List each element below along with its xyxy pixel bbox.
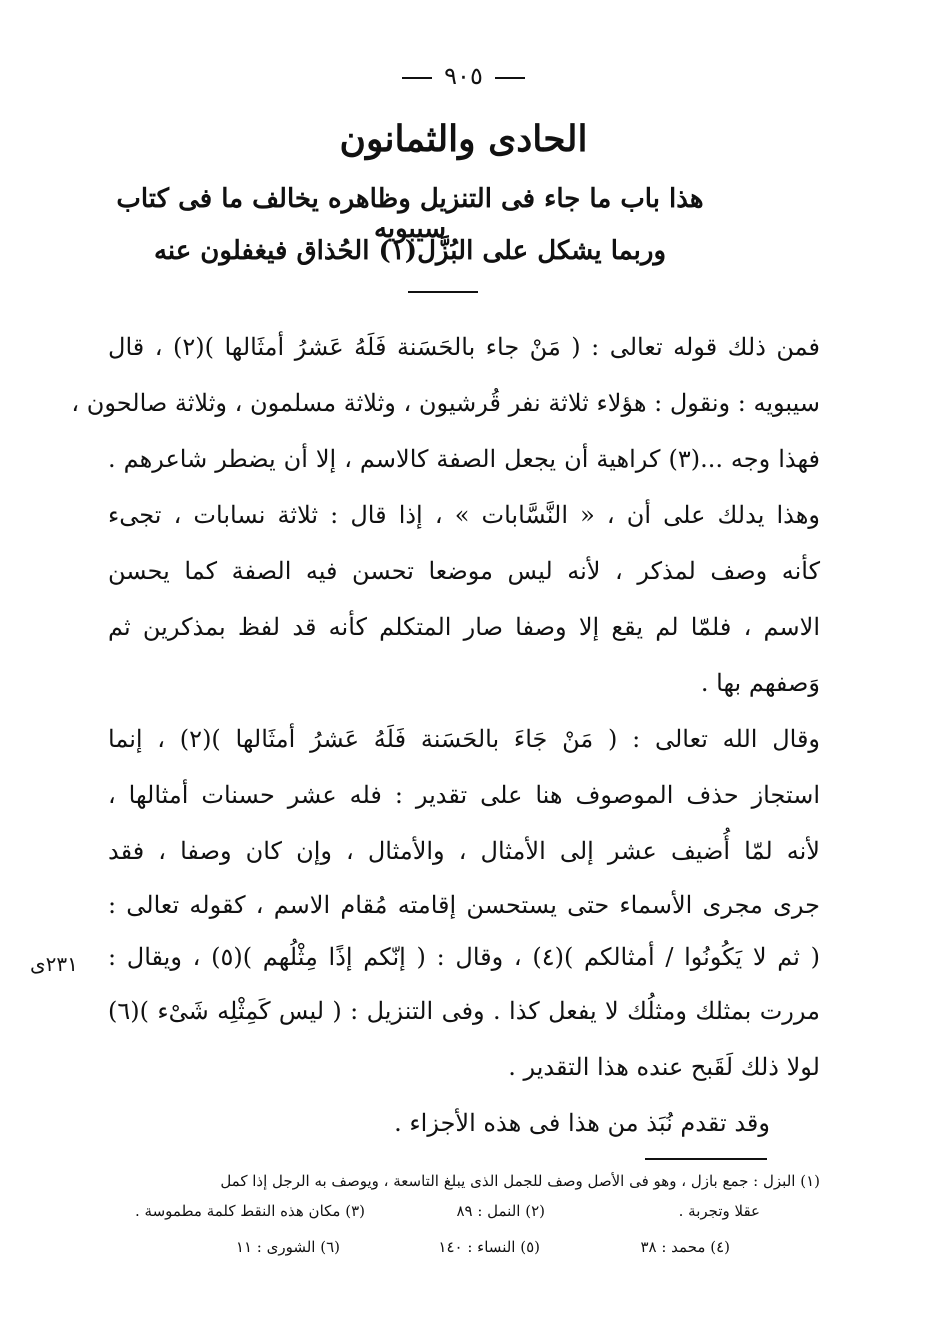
chapter-title: الحادى والثمانون	[339, 118, 588, 160]
body-line: وقال الله تعالى : ( مَنْ جَاءَ بالحَسَنة فَلَهُ عَشرُ أمثَالها )(٢) ، إنما	[108, 725, 821, 753]
body-line: وقد تقدم نُبَذ من هذا فى هذه الأجزاء .	[394, 1109, 770, 1137]
body-line: كأنه وصف لمذكر ، لأنه ليس موضعا تحسن فيه الصفة كما يحسن	[108, 557, 820, 585]
footnote-4: (٤) محمد : ٣٨	[640, 1238, 730, 1256]
body-line: سيبويه : ونقول : هؤلاء ثلاثة نفر قُرشيون ، وثلاثة مسلمون ، وثلاثة صالحون ،	[71, 389, 820, 417]
body-line: لأنه لمّا أُضيف عشر إلى الأمثال ، والأمثال ، وإن كان وصفا ، فقد	[108, 837, 820, 865]
footnote-1-line-2: عقلا وتجربة .	[678, 1202, 760, 1220]
footnote-1-line-1: (١) البزل : جمع بازل ، وهو فى الأصل وصف للجمل الذى يبلغ التاسعة ، ويوصف به الرجل إذا كمل	[220, 1172, 820, 1190]
footnote-3: (٣) مكان هذه النقط كلمة مطموسة .	[135, 1202, 365, 1220]
body-line: جرى مجرى الأسماء حتى يستحسن إقامته مُقام الاسم ، كقوله تعالى :	[108, 891, 820, 919]
page-number-dash-right	[495, 77, 525, 79]
chapter-subtitle-line-2: وربما يشكل على البُزَّل(١) الحُذاق فيغفلون عنه	[153, 236, 667, 266]
body-line: وهذا يدلك على أن ، « النَّسَّابات » ، إذا قال : ثلاثة نسابات ، تجىء	[108, 501, 820, 529]
body-line: الاسم ، فلمّا لم يقع إلا وصفا صار المتكلم كأنه قد لفظ بمذكرين ثم	[108, 613, 820, 641]
margin-note: ٢٣١ى	[30, 952, 78, 976]
footnote-row-2	[100, 1200, 760, 1222]
body-line: ( ثم لا يَكُونُوا / أمثالكم )(٤) ، وقال : ( إنّكم إذًا مِثْلُهم )(٥) ، ويقال :	[108, 943, 820, 971]
footnote-6: (٦) الشورى : ١١	[235, 1238, 340, 1256]
chapter-subtitle-line-1: هذا باب ما جاء فى التنزيل وظاهره يخالف ما فى كتاب سيبويه	[116, 184, 704, 244]
body-line: لولا ذلك لَقَبح عنده هذا التقدير .	[508, 1053, 820, 1081]
page-number-text: ٩٠٥	[444, 62, 483, 90]
body-line: فمن ذلك قوله تعالى : ( مَنْ جاء بالحَسَنة فَلَهُ عَشرُ أمثَالها )(٢) ، قال	[108, 333, 821, 361]
body-line: استجاز حذف الموصوف هنا على تقدير : فله عشر حسنات أمثالها ،	[108, 781, 820, 809]
footnote-5: (٥) النساء : ١٤٠	[438, 1238, 540, 1256]
footnote-2: (٢) النمل : ٨٩	[456, 1202, 545, 1220]
footnote-row-3	[100, 1236, 760, 1258]
footnote-divider	[645, 1158, 767, 1160]
title-divider	[408, 291, 478, 293]
page-number	[0, 62, 927, 90]
body-line: فهذا وجه ...(٣) كراهية أن يجعل الصفة كالاسم ، إلا أن يضطر شاعرهم .	[108, 445, 821, 473]
body-line: مررت بمثلك ومثلُك لا يفعل كذا . وفى التنزيل : ( ليس كَمِثْلِه شَىْء )(٦)	[108, 997, 820, 1025]
page-number-dash-left	[402, 77, 432, 79]
body-line: وَصفهم بها .	[700, 669, 820, 697]
